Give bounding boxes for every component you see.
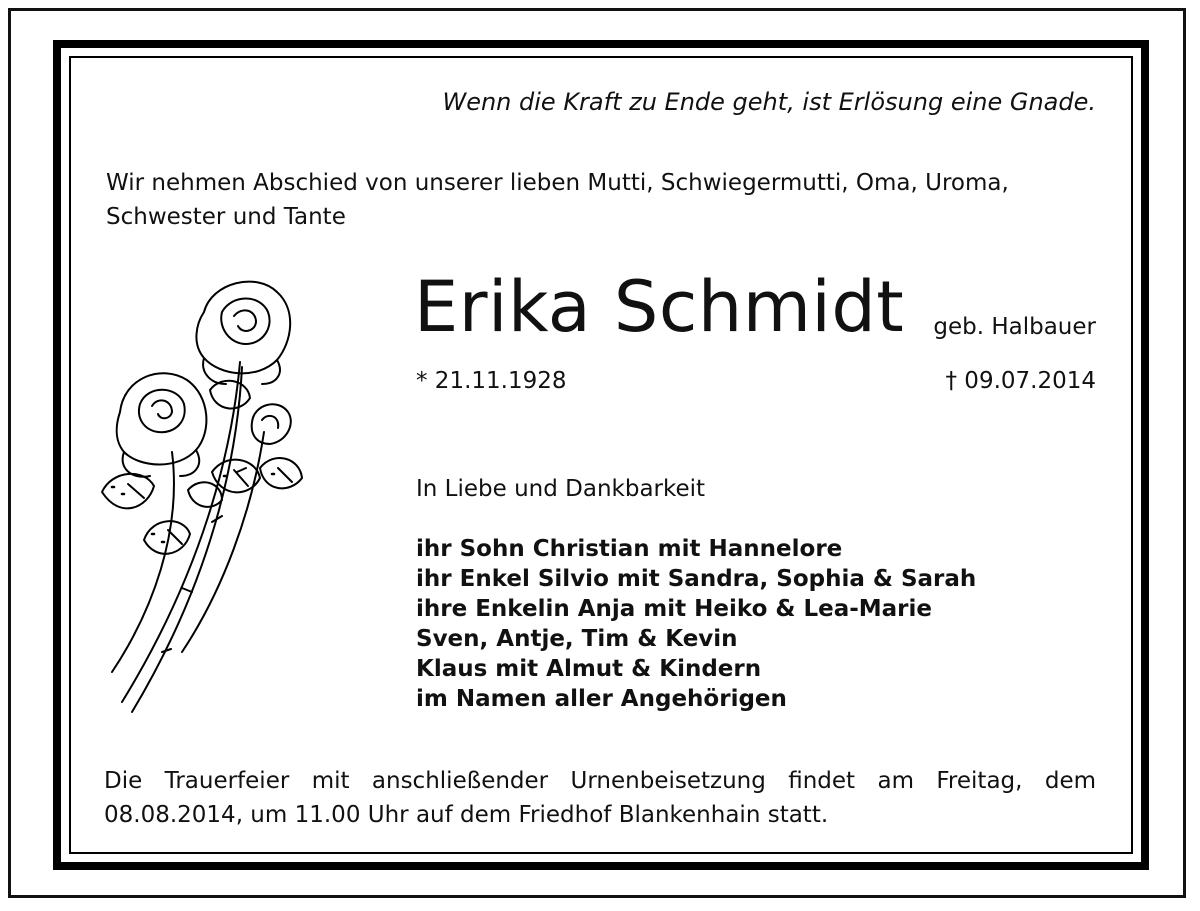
deceased-name: Erika Schmidt (414, 266, 905, 348)
maiden-name: geb. Halbauer (933, 314, 1096, 340)
service-details: Die Trauerfeier mit anschließender Urnenbeisetzung findet am Freitag, dem 08.08.2014, um 11.00 Uhr auf dem Friedhof Blankenhain statt. (104, 768, 1096, 828)
intro-text: Wir nehmen Abschied von unserer lieben Mutti, Schwiegermutti, Oma, Uroma, Schwester und Tante (106, 170, 1009, 230)
birth-date: * 21.11.1928 (416, 368, 567, 394)
mourner-line: ihr Enkel Silvio mit Sandra, Sophia & Sarah (416, 566, 977, 592)
dedication-line: In Liebe und Dankbarkeit (416, 476, 706, 502)
rose-illustration (92, 272, 314, 724)
mourner-line: im Namen aller Angehörigen (416, 686, 787, 712)
mourner-line: ihre Enkelin Anja mit Heiko & Lea-Marie (416, 596, 932, 622)
death-date: † 09.07.2014 (945, 368, 1096, 394)
mourner-line: ihr Sohn Christian mit Hannelore (416, 536, 843, 562)
mourner-line: Klaus mit Almut & Kindern (416, 656, 762, 682)
motto-quote: Wenn die Kraft zu Ende geht, ist Erlösung eine Gnade. (442, 88, 1096, 116)
mourners-list (416, 534, 976, 714)
mourner-line: Sven, Antje, Tim & Kevin (416, 626, 738, 652)
